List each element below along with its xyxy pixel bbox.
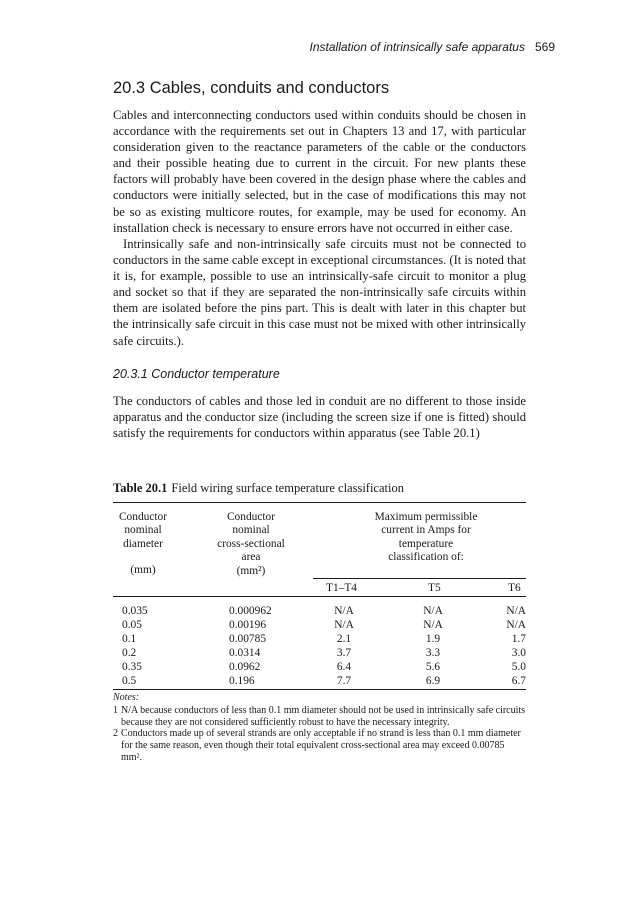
cell-diameter: 0.1 [122,633,137,645]
table-header-area [201,511,301,578]
cell-diameter: 0.2 [122,647,137,659]
cell-t5: 5.6 [425,661,441,673]
cell-t1-t4: N/A [334,619,354,631]
table-caption-text: Field wiring surface temperature classification [171,481,404,495]
cell-t6: 1.7 [511,633,526,645]
cell-t5: N/A [423,619,443,631]
header-line: diameter [123,537,163,550]
running-title: Installation of intrinsically safe apparatus [309,40,525,54]
body-paragraph-2: Intrinsically safe and non-intrinsically safe circuits must not be connected to conductors in the same cable except in exceptional circumstances. (It is noted that it is, for example, possible to use an intrinsically-safe circuit to monitor a plug and socket so that if they are separated the non-intrinsically safe circuits within them are isolated before the pins part. This is dealt with later in this chapter but the intrinsically safe circuit in this case must not be mixed with other intrinsically safe circuits.). [113,237,526,348]
cell-t1-t4: 2.1 [336,633,352,645]
cell-area: 0.00785 [229,633,267,645]
cell-t5: 3.3 [425,647,441,659]
header-line: nominal [124,524,162,537]
header-line: classification of: [388,551,464,564]
cell-t1-t4: 3.7 [336,647,352,659]
notes-label: Notes: [113,692,140,703]
cell-t1-t4: 7.7 [336,675,352,687]
table-bottom-rule [113,689,526,690]
cell-diameter: 0.35 [122,661,142,673]
cell-t5: 1.9 [425,633,441,645]
subheader-t1-t4: T1–T4 [326,582,358,594]
header-line: Conductor [118,511,168,523]
header-line: Conductor [226,511,276,523]
cell-t1-t4: N/A [334,605,354,617]
cell-area: 0.00196 [229,619,267,631]
cell-t6: N/A [506,605,526,617]
body-paragraph-3: The conductors of cables and those led in conduit are no different to those inside apparatus and the conductor size (including the screen size if one is fitted) should satisfy the requirements for conductors within apparatus (see Table 20.1) [113,394,526,441]
header-line: current in Amps for [381,524,471,537]
note-number: 2 [113,728,118,740]
note-item [113,728,526,763]
header-line: nominal [232,524,270,537]
table-subheader-rule [313,578,526,579]
subsection-title: 20.3.1 Conductor temperature [113,367,280,381]
table-caption-label: Table 20.1 [113,481,168,495]
table-header-current [356,511,496,565]
section-title: 20.3 Cables, conduits and conductors [113,79,390,97]
table-notes [113,692,526,764]
page-number: 569 [534,40,555,54]
cell-t5: N/A [423,605,443,617]
table-caption [113,481,404,496]
cell-area: 0.0314 [229,647,261,659]
cell-diameter: 0.05 [122,619,142,631]
cell-diameter: 0.035 [122,605,148,617]
body-paragraph-1: Cables and interconnecting conductors used within conduits should be chosen in accordance with the requirements set out in Chapters 13 and 17, with particular consideration given to the reactance parameters of the cable or the conductors and their possible heating due to current in the circuit. For new plants these factors will probably have been covered in the design phase where the cables and conductors were initially selected, but in the case of modifications this may not be so as existing multicore routes, for example, may be used for economy. An installation check is necessary to ensure errors have not occurred in either case. [113,108,526,235]
cell-t1-t4: 6.4 [336,661,352,673]
cell-t5: 6.9 [425,675,441,687]
running-header [310,40,555,54]
cell-t6: 3.0 [511,647,526,659]
cell-t6: N/A [506,619,526,631]
note-text: N/A because conductors of less than 0.1 mm diameter should not be used in intrinsically safe circuits because they are not considered sufficiently robust to have the necessary integrity. [121,704,526,728]
table-top-rule [113,502,526,503]
note-text: Conductors made up of several strands are only acceptable if no strand is less than 0.1 mm diameter for the same reason, even though their total equivalent cross-sectional area may exceed 0.00785 mm². [121,728,521,763]
header-line: Maximum permissible [374,511,478,523]
header-line: cross-sectional [217,537,285,550]
cell-area: 0.000962 [229,605,272,617]
note-item [113,705,526,729]
header-unit: (mm²) [236,564,266,577]
subheader-t6: T6 [508,582,521,594]
subheader-t5: T5 [428,582,441,594]
cell-area: 0.196 [229,675,255,687]
table-header-diameter [108,511,178,578]
header-line: temperature [398,537,454,550]
cell-diameter: 0.5 [122,675,137,687]
header-line: area [241,551,261,564]
cell-t6: 5.0 [511,661,526,673]
header-unit: (mm) [130,564,156,577]
note-number: 1 [113,704,118,716]
cell-area: 0.0962 [229,661,261,673]
cell-t6: 6.7 [511,675,526,687]
table-header-rule [113,596,526,597]
